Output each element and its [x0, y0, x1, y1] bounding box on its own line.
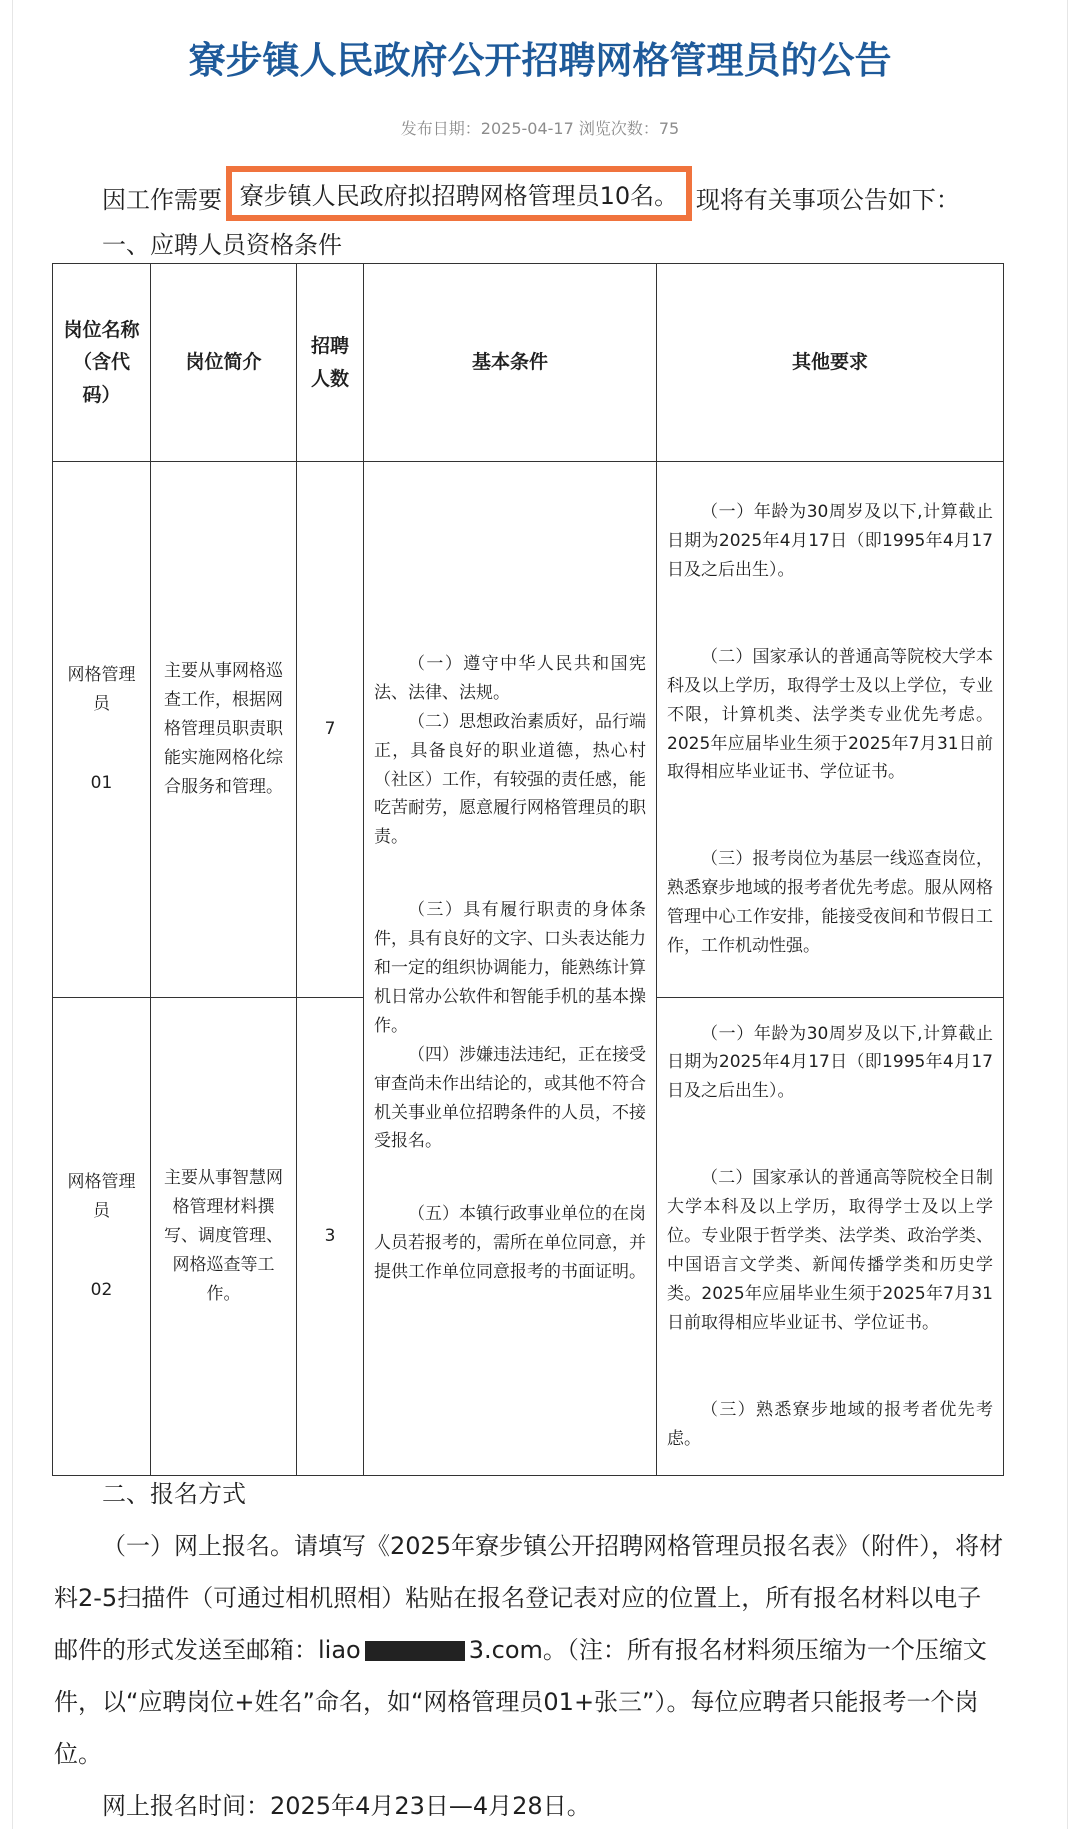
- section-heading-qualifications: 一、应聘人员资格条件: [102, 231, 342, 259]
- position-intro: 主要从事智慧网格管理材料撰写、调度管理、网格巡查等工作。: [151, 998, 297, 1476]
- highlight-box: 寮步镇人民政府拟招聘网格管理员10名。: [226, 166, 693, 221]
- header-count: 招聘人数: [297, 264, 364, 462]
- intro-after: 现将有关事项公告如下：: [695, 186, 960, 214]
- position-intro: 主要从事网格巡查工作，根据网格管理员职责职能实施网格化综合服务和管理。: [151, 462, 297, 998]
- online-registration-time: 网上报名时间：2025年4月23日—4月28日。: [102, 1792, 591, 1820]
- header-other: 其他要求: [657, 264, 1004, 462]
- table-row: [53, 462, 1004, 998]
- other-requirement-item: （一）年龄为30周岁及以下,计算截止日期为2025年4月17日（即1995年4月17日及之后出生）。: [667, 502, 993, 580]
- table-header-row: [53, 264, 1004, 462]
- other-requirements-cell: [657, 998, 1004, 1476]
- page-border-right: [1067, 0, 1068, 1829]
- other-requirement-item: （一）年龄为30周岁及以下,计算截止日期为2025年4月17日（即1995年4月17日及之后出生）。: [667, 1023, 993, 1102]
- intro-paragraph: [102, 170, 960, 225]
- other-requirement-item: （二）国家承认的普通高等院校大学本科及以上学历，取得学士及以上学位，专业不限，计算机类、法学类专业优先考虑。2025年应届毕业生须于2025年7月31日前取得相应毕业证书、学位证书。: [667, 646, 993, 783]
- basic-condition-item: （三）具有履行职责的身体条件，具有良好的文字、口头表达能力和一定的组织协调能力，能熟练计算机日常办公软件和智能手机的基本操作。: [374, 900, 646, 1036]
- other-requirement-item: （三）报考岗位为基层一线巡查岗位，熟悉寮步地域的报考者优先考虑。服从网格管理中心工作安排，能接受夜间和节假日工作，工作机动性强。: [667, 849, 993, 956]
- header-basic: 基本条件: [364, 264, 657, 462]
- online-email-end: 3.com: [468, 1636, 543, 1664]
- other-requirement-item: （三）熟悉寮步地域的报考者优先考虑。: [667, 1399, 993, 1449]
- position-name: 网格管理员: [67, 1172, 136, 1222]
- publish-meta: 发布日期：2025-04-17 浏览次数：75: [400, 119, 680, 138]
- section-heading-registration: 二、报名方式: [102, 1480, 246, 1508]
- header-intro: 岗位简介: [151, 264, 297, 462]
- section2-block: [54, 1468, 1004, 1832]
- online-registration-paragraph: [54, 1520, 1004, 1780]
- position-name: 网格管理员: [67, 665, 136, 715]
- position-count: 7: [297, 462, 364, 998]
- basic-condition-item: （二）思想政治素质好，品行端正，具备良好的职业道德，热心村（社区）工作，有较强的责任感，能吃苦耐劳，愿意履行网格管理员的职责。: [374, 711, 646, 848]
- online-text-before: （一）网上报名。请填写《2025年寮步镇公开招聘网格管理员报名表》（附件），将材料2-5扫描件（可通过相机照相）粘贴在报名登记表对应的位置上，所有报名材料以电子邮件的形式发送至邮箱：liao: [54, 1532, 1004, 1664]
- other-requirements-cell: [657, 462, 1004, 998]
- page-title: 寮步镇人民政府公开招聘网格管理员的公告: [188, 39, 892, 82]
- basic-conditions-cell: [364, 462, 657, 1476]
- position-name-cell: [53, 462, 151, 998]
- basic-condition-item: （四）涉嫌违法违纪，正在接受审查尚未作出结论的，或其他不符合机关事业单位招聘条件的人员，不接受报名。: [374, 1044, 646, 1152]
- position-code: 01: [90, 772, 113, 793]
- other-requirement-item: （二）国家承认的普通高等院校全日制大学本科及以上学历，取得学士及以上学位。专业限于哲学类、法学类、政治学类、中国语言文学类、新闻传播学类和历史学类。2025年应届毕业生须于2025年7月31日前取得相应毕业证书、学位证书。: [667, 1168, 993, 1333]
- page-border-left: [12, 0, 13, 1829]
- position-count: 3: [297, 998, 364, 1476]
- online-text-after: 。（注：所有报名材料须压缩为一个压缩文件，以“应聘岗位+姓名”命名，如“网格管理员01+张三”）。每位应聘者只能报考一个岗位。: [54, 1636, 987, 1768]
- requirements-table: [52, 263, 1004, 1476]
- intro-before: 因工作需要: [102, 186, 222, 214]
- position-code: 02: [90, 1279, 113, 1300]
- header-name: 岗位名称（含代码）: [53, 264, 151, 462]
- position-name-cell: [53, 998, 151, 1476]
- basic-condition-item: （一）遵守中华人民共和国宪法、法律、法规。: [374, 654, 646, 703]
- basic-condition-item: （五）本镇行政事业单位的在岗人员若报考的，需所在单位同意，并提供工作单位同意报考的书面证明。: [374, 1204, 646, 1283]
- redacted-email-mask: [365, 1641, 465, 1661]
